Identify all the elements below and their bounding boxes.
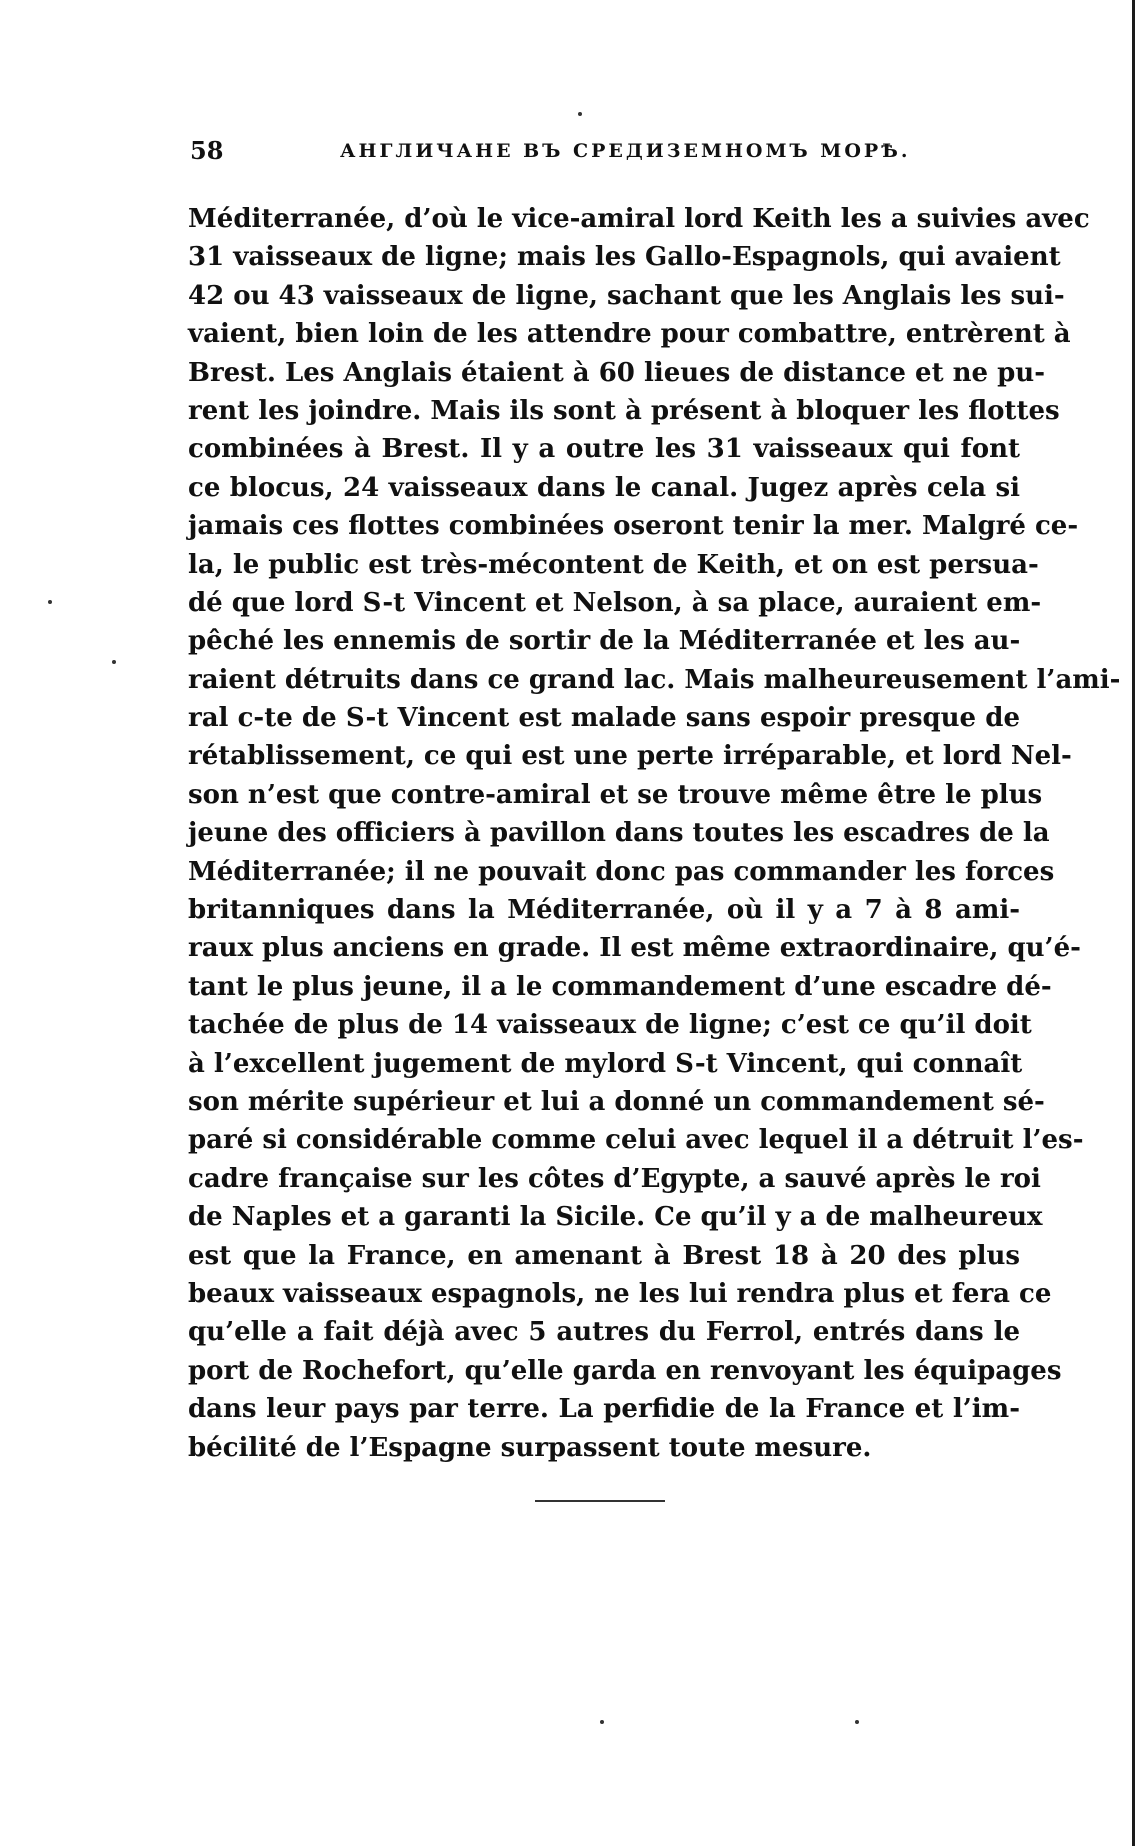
text-line: beaux vaisseaux espagnols, ne les lui rendra plus et fera ce <box>188 1278 1052 1309</box>
scan-speck <box>112 660 116 664</box>
page-header <box>190 136 1030 176</box>
text-line: jeune des officiers à pavillon dans toutes les escadres de la <box>188 818 1050 849</box>
text-line: dans leur pays par terre. La perfidie de la France et l’im- <box>188 1394 1020 1425</box>
text-line: raient détruits dans ce grand lac. Mais malheureusement l’ami- <box>188 664 1121 695</box>
closing-rule <box>535 1500 665 1502</box>
text-line: rétablissement, ce qui est une perte irréparable, et lord Nel- <box>188 741 1072 772</box>
scan-speck <box>48 600 52 604</box>
text-line: tachée de plus de 14 vaisseaux de ligne; c’est ce qu’il doit <box>188 1010 1032 1041</box>
text-line: qu’elle a fait déjà avec 5 autres du Ferrol, entrés dans le <box>188 1317 1020 1348</box>
scan-speck <box>600 1720 604 1724</box>
text-line-last: bécilité de l’Espagne surpassent toute mesure. <box>188 1432 872 1463</box>
running-head: АНГЛИЧАНЕ ВЪ СРЕДИЗЕМНОМЪ МОРѢ. <box>340 140 911 162</box>
page-edge-rule <box>1132 0 1135 1846</box>
scan-speck <box>578 112 582 116</box>
text-line: pêché les ennemis de sortir de la Méditerranée et les au- <box>188 626 1021 657</box>
text-line: est que la France, en amenant à Brest 18 à 20 des plus <box>188 1240 1020 1271</box>
text-line: combinées à Brest. Il y a outre les 31 vaisseaux qui font <box>188 434 1020 465</box>
text-line: de Naples et a garanti la Sicile. Ce qu’il y a de malheureux <box>188 1202 1043 1233</box>
text-line: ce blocus, 24 vaisseaux dans le canal. Jugez après cela si <box>188 472 1020 503</box>
text-line: rent les joindre. Mais ils sont à présent à bloquer les flottes <box>188 395 1060 426</box>
text-line: paré si considérable comme celui avec lequel il a détruit l’es- <box>188 1125 1084 1156</box>
text-line: cadre française sur les côtes d’Egypte, a sauvé après le roi <box>188 1163 1041 1194</box>
text-line: 31 vaisseaux de ligne; mais les Gallo-Espagnols, qui avaient <box>188 242 1061 273</box>
text-line: Méditerranée; il ne pouvait donc pas commander les forces <box>188 856 1055 887</box>
text-line: son n’est que contre-amiral et se trouve même être le plus <box>188 779 1043 810</box>
text-line: Méditerranée, d’où le vice-amiral lord Keith les a suivies avec <box>188 204 1090 234</box>
text-line: tant le plus jeune, il a le commandement d’une escadre dé- <box>188 971 1052 1002</box>
body-text <box>188 200 1121 1467</box>
text-line: britanniques dans la Méditerranée, où il y a 7 à 8 ami- <box>188 895 1020 926</box>
text-line: la, le public est très-mécontent de Keith, et on est persua- <box>188 549 1039 580</box>
text-line: Brest. Les Anglais étaient à 60 lieues de distance et ne pu- <box>188 357 1045 388</box>
text-line: raux plus anciens en grade. Il est même extraordinaire, qu’é- <box>188 933 1081 964</box>
text-line: à l’excellent jugement de mylord S-t Vincent, qui connaît <box>188 1048 1023 1079</box>
page-number: 58 <box>190 136 224 165</box>
text-line: port de Rochefort, qu’elle garda en renvoyant les équipages <box>188 1355 1062 1386</box>
text-line: jamais ces flottes combinées oseront tenir la mer. Malgré ce- <box>188 511 1079 542</box>
text-line: son mérite supérieur et lui a donné un commandement sé- <box>188 1086 1045 1117</box>
text-line: dé que lord S-t Vincent et Nelson, à sa place, auraient em- <box>188 587 1042 618</box>
text-line: vaient, bien loin de les attendre pour combattre, entrèrent à <box>188 319 1071 350</box>
text-line: 42 ou 43 vaisseaux de ligne, sachant que les Anglais les sui- <box>188 280 1065 311</box>
scan-speck <box>855 1720 859 1724</box>
text-line: ral c-te de S-t Vincent est malade sans espoir presque de <box>188 703 1020 734</box>
